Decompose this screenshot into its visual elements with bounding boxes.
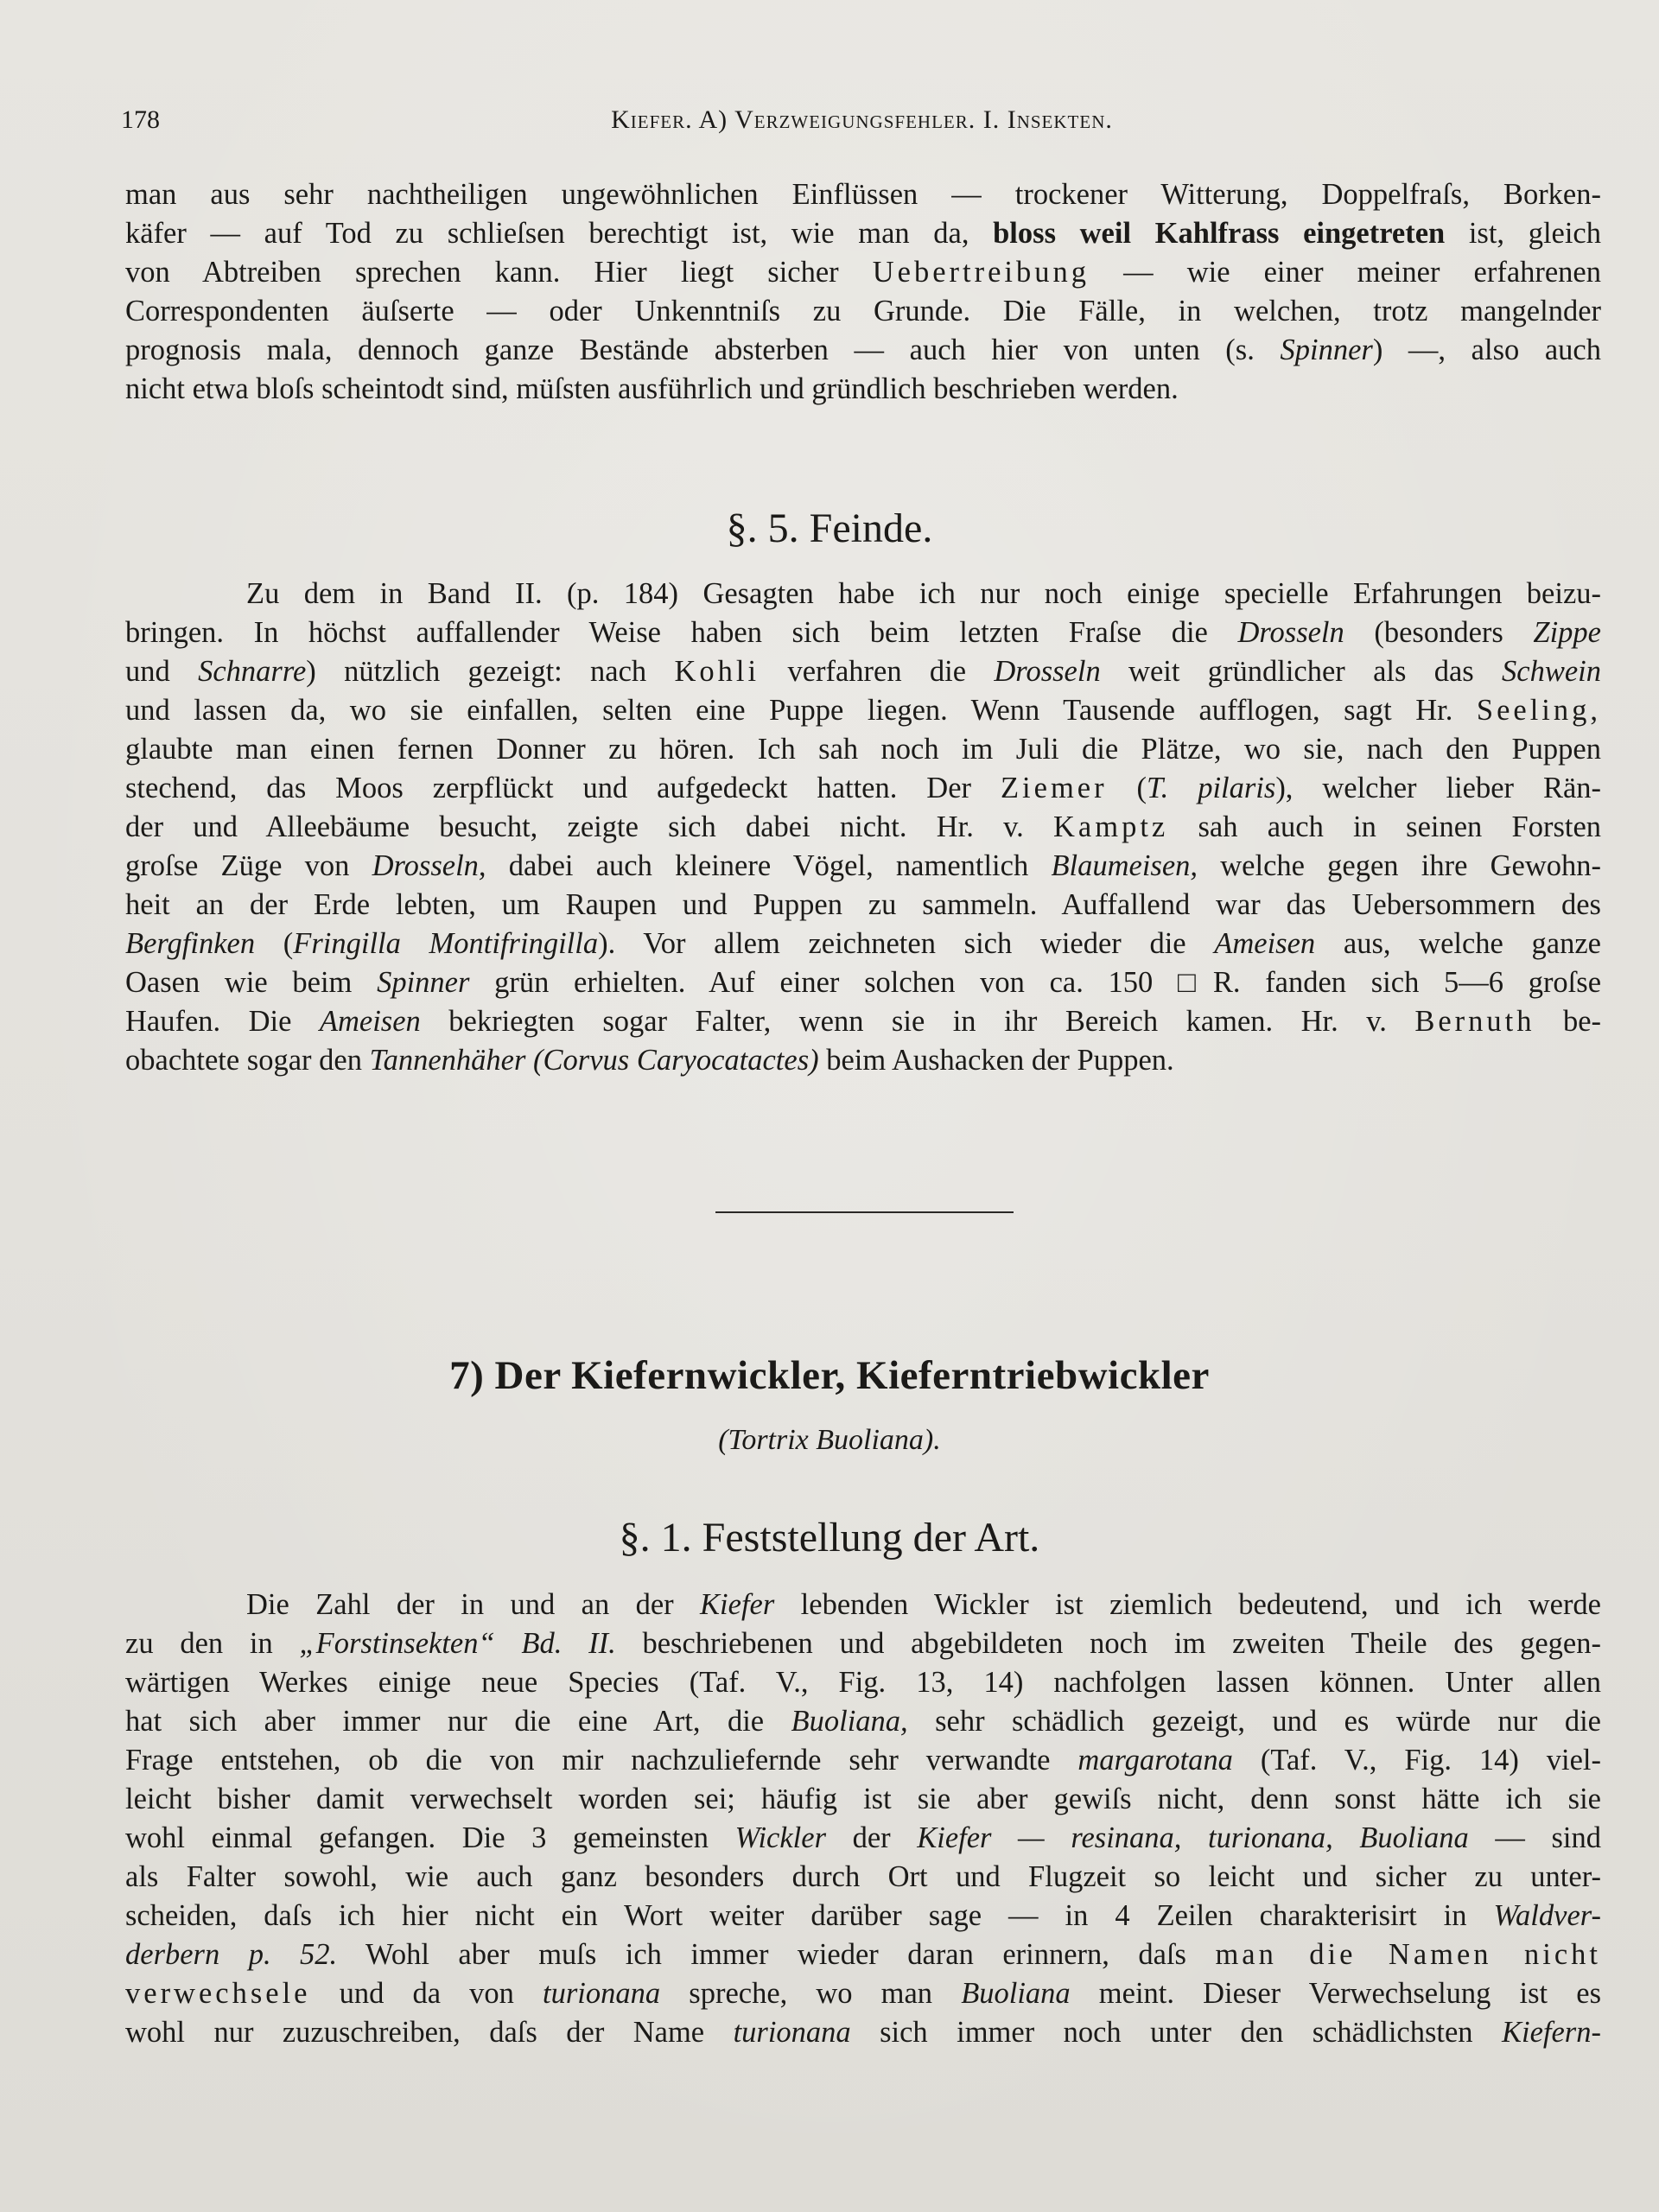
- text-line: und Schnarre) nützlich gezeigt: nach Kohli verfahren die Drosseln weit gründlicher als das Schwein: [125, 655, 1602, 688]
- text-line: verwechsele und da von turionana spreche, wo man Buoliana meint. Dieser Verwechselung ist es: [125, 1977, 1601, 2010]
- text-line: prognosis mala, dennoch ganze Bestände absterben — auch hier von unten (s. Spinner) —, also auch: [125, 334, 1601, 366]
- running-head: [121, 102, 1603, 145]
- top-paragraph: [125, 175, 1601, 409]
- chapter-subtitle: (Tortrix Buoliana).: [718, 1424, 941, 1456]
- text-line: Haufen. Die Ameisen bekriegten sogar Falter, wenn sie in ihr Bereich kamen. Hr. v. Bernuth be-: [125, 1005, 1602, 1038]
- section-divider: [715, 1211, 1014, 1213]
- page-number: 178: [121, 105, 160, 134]
- text-line: man aus sehr nachtheiligen ungewöhnlichen Einflüssen — trockener Witterung, Doppelfraſs, Borken-: [125, 178, 1601, 211]
- text-line: derbern p. 52. Wohl aber muſs ich immer wieder daran erinnern, daſs man die Namen nicht: [125, 1938, 1602, 1971]
- text-line: von Abtreiben sprechen kann. Hier liegt sicher Uebertreibung — wie einer meiner erfahrenen: [125, 256, 1601, 289]
- chapter-title: 7) Der Kiefernwickler, Kieferntriebwickler: [449, 1353, 1210, 1398]
- text-line: obachtete sogar den Tannenhäher (Corvus Caryocatactes) beim Aushacken der Puppen.: [125, 1044, 1174, 1077]
- text-line: Frage entstehen, ob die von mir nachzuliefernde sehr verwandte margarotana (Taf. V., Fig. 14) viel-: [125, 1744, 1601, 1777]
- section-heading-feinde: §. 5. Feinde.: [726, 505, 933, 551]
- text-line: und lassen da, wo sie einfallen, selten eine Puppe liegen. Wenn Tausende aufflogen, sagt Hr. Seeling,: [125, 694, 1601, 727]
- text-line: stechend, das Moos zerpflückt und aufgedeckt hatten. Der Ziemer (T. pilaris), welcher lieber Rän-: [125, 772, 1602, 804]
- section-1-paragraph: [125, 1586, 1601, 2052]
- text-line: scheiden, daſs ich hier nicht ein Wort weiter darüber sage — in 4 Zeilen charakterisirt in Waldver-: [125, 1899, 1601, 1932]
- text-line: Oasen wie beim Spinner grün erhielten. Auf einer solchen von ca. 150 □R. fanden sich 5—6 groſse: [125, 966, 1602, 999]
- text-line: glaubte man einen fernen Donner zu hören. Ich sah noch im Juli die Plätze, wo sie, nach den Puppen: [125, 733, 1601, 766]
- text-line: Zu dem in Band II. (p. 184) Gesagten habe ich nur noch einige specielle Erfahrungen beizu-: [246, 577, 1601, 610]
- text-line: nicht etwa bloſs scheintodt sind, müſsten ausführlich und gründlich beschrieben werden.: [125, 372, 1179, 405]
- bold-phrase: bloss weil Kahlfrass eingetreten: [993, 217, 1446, 250]
- text-line: hat sich aber immer nur die eine Art, die Buoliana, sehr schädlich gezeigt, und es würde nur die: [125, 1705, 1601, 1738]
- section-5-paragraph: [125, 575, 1601, 1080]
- text-line: bringen. In höchst auffallender Weise haben sich beim letzten Fraſse die Drosseln (besonders Zippe: [125, 616, 1601, 649]
- text-line: Correspondenten äuſserte — oder Unkenntniſs zu Grunde. Die Fälle, in welchen, trotz mangelnder: [125, 295, 1601, 327]
- running-title: Kiefer. A) Verzweigungsfehler. I. Insekten.: [611, 105, 1113, 134]
- text-line: als Falter sowohl, wie auch ganz besonders durch Ort und Flugzeit so leicht und sicher zu unter-: [125, 1860, 1601, 1893]
- text-line: groſse Züge von Drosseln, dabei auch kleinere Vögel, namentlich Blaumeisen, welche gegen ihre Gewohn-: [125, 849, 1602, 882]
- text-line: Die Zahl der in und an der Kiefer lebenden Wickler ist ziemlich bedeutend, und ich werde: [246, 1588, 1601, 1621]
- text-line: wohl einmal gefangen. Die 3 gemeinsten Wickler der Kiefer — resinana, turionana, Buoliana — sind: [125, 1821, 1601, 1854]
- text-line: wohl nur zuzuschreiben, daſs der Name turionana sich immer noch unter den schädlichsten Kiefern-: [125, 2016, 1601, 2049]
- text-line: Bergfinken (Fringilla Montifringilla). Vor allem zeichneten sich wieder die Ameisen aus, welche ganze: [125, 927, 1601, 960]
- text-line: käfer — auf Tod zu schlieſsen berechtigt ist, wie man da, bloss weil Kahlfrass eingetreten ist, gleich: [125, 217, 1601, 250]
- text-line: der und Alleebäume besucht, zeigte sich dabei nicht. Hr. v. Kamptz sah auch in seinen Forsten: [125, 810, 1602, 843]
- section-heading-feststellung: §. 1. Feststellung der Art.: [619, 1515, 1040, 1560]
- text-line: zu den in „Forstinsekten“ Bd. II. beschriebenen und abgebildeten noch im zweiten Theile des gegen-: [125, 1627, 1601, 1660]
- text-line: heit an der Erde lebten, um Raupen und Puppen zu sammeln. Auffallend war das Uebersommern des: [125, 888, 1601, 921]
- text-line: leicht bisher damit verwechselt worden sei; häufig ist sie aber gewiſs nicht, denn sonst hätte ich sie: [125, 1783, 1601, 1815]
- spaced-word: Uebertreibung: [872, 256, 1090, 289]
- text-line: wärtigen Werkes einige neue Species (Taf. V., Fig. 13, 14) nachfolgen lassen können. Unter allen: [125, 1666, 1601, 1699]
